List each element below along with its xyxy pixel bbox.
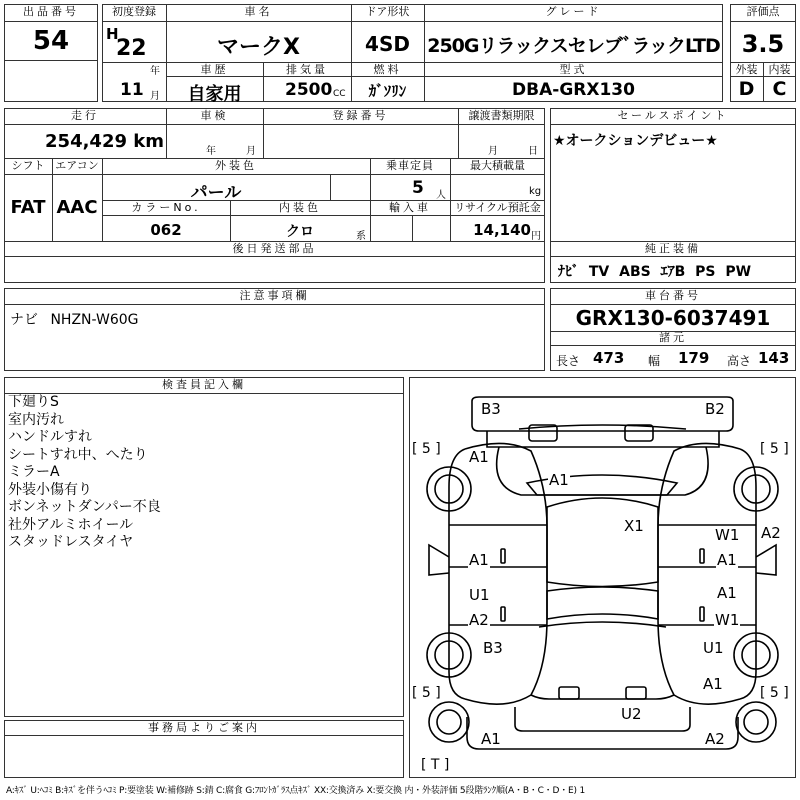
- mileage-label: 走行: [71, 109, 99, 122]
- windshield: [547, 587, 658, 619]
- recycle-fee: 14,140: [473, 221, 531, 239]
- year-unit: 年: [150, 66, 160, 77]
- tire-tread-front-right: [ 5 ]: [760, 685, 789, 701]
- height: 143: [758, 349, 790, 367]
- transfer-label: 譲渡書類期限: [468, 109, 535, 122]
- load-unit: kg: [529, 186, 542, 197]
- right-mirror: [756, 545, 776, 575]
- inspector-label: 検査員記入欄: [162, 378, 246, 391]
- tire-tread-rear-left: [ 5 ]: [412, 441, 441, 457]
- cc-unit: CC: [333, 89, 346, 99]
- month-unit: 月: [150, 91, 160, 102]
- interior-color-label: 内装色: [279, 201, 321, 214]
- length-label: 長さ: [556, 354, 581, 368]
- fuel: ｶﾞｿﾘﾝ: [368, 82, 407, 100]
- mileage: 254,429 km: [45, 131, 164, 152]
- inspector-line: ハンドルすれ: [8, 429, 92, 445]
- color-no: 062: [150, 221, 182, 239]
- load-label: 最大積載量: [470, 159, 525, 172]
- inspector-line: ミラーA: [8, 464, 60, 480]
- damage-mark: B3: [483, 639, 503, 657]
- car-name: マークX: [217, 35, 300, 60]
- hood: [531, 695, 674, 699]
- sales-point-label: セールスポイント: [617, 109, 729, 122]
- int-grade: C: [772, 78, 787, 100]
- damage-mark: B2: [705, 400, 725, 418]
- shift-label: シフト: [11, 159, 45, 172]
- left-mirror: [429, 545, 449, 575]
- insp-month: 月: [246, 146, 256, 157]
- exterior-color: パール: [190, 183, 242, 203]
- ext-label: 外装: [735, 63, 758, 76]
- equipment-label: 純正装備: [645, 242, 701, 255]
- damage-mark: A1: [481, 730, 501, 748]
- chassis-number: GRX130-6037491: [575, 306, 771, 330]
- reg-era: H: [106, 25, 119, 43]
- damage-mark: U2: [621, 705, 642, 723]
- import-label: 輸入車: [389, 201, 431, 214]
- history-label: 車歴: [200, 63, 229, 76]
- office-label: 事務局よりご案内: [148, 721, 260, 734]
- fuel-label: 燃料: [373, 63, 402, 76]
- lot-label: 出品番号: [23, 5, 79, 18]
- roof: [547, 498, 658, 587]
- reg-no-label: 登録番号: [332, 109, 389, 122]
- parts-label: 後日発送部品: [232, 242, 317, 255]
- damage-mark: A1: [703, 675, 723, 693]
- history: 自家用: [187, 84, 242, 105]
- inspector-line: 社外アルミホイール: [8, 516, 134, 533]
- recycle-unit: 円: [531, 231, 541, 242]
- damage-mark: A1: [717, 584, 737, 602]
- car-name-label: 車名: [244, 5, 273, 18]
- ac-type: AAC: [56, 197, 98, 218]
- width-label: 幅: [648, 354, 661, 368]
- inspector-line: スタッドレスタイヤ: [8, 534, 134, 550]
- ac-label: エアコン: [55, 159, 99, 172]
- damage-mark: A2: [469, 611, 489, 629]
- rear-bumper: [472, 397, 733, 431]
- specs-label: 諸元: [659, 331, 687, 344]
- notes-label: 注意事項欄: [239, 289, 310, 302]
- interior-suffix: 系: [356, 231, 366, 242]
- equipment: ﾅﾋﾞ TV ABS ｴｱB PS PW: [558, 264, 752, 280]
- inspection-label: 車検: [200, 109, 229, 122]
- displacement: 2500: [285, 80, 333, 100]
- damage-mark: A1: [549, 471, 569, 489]
- damage-mark: W1: [715, 611, 740, 629]
- transfer-month: 月: [488, 146, 498, 157]
- height-label: 高さ: [727, 354, 752, 368]
- first-reg-label: 初度登録: [112, 5, 156, 18]
- spare-tire-label: [ T ]: [421, 757, 450, 773]
- interior-color: クロ: [286, 224, 314, 240]
- capacity: 5: [412, 178, 424, 198]
- tire-tread-front-left: [ 5 ]: [412, 685, 441, 701]
- color-label: 外装色: [215, 159, 257, 172]
- front-bumper: [467, 717, 738, 749]
- inspector-line: ボンネットダンパー不良: [8, 499, 161, 515]
- damage-mark: B3: [481, 400, 501, 418]
- inspector-line: 室内汚れ: [8, 411, 64, 428]
- damage-mark: A1: [469, 448, 489, 466]
- damage-mark: U1: [703, 639, 724, 657]
- int-label: 内装: [768, 63, 791, 76]
- spare-tire: [429, 702, 469, 742]
- damage-mark: A1: [469, 551, 489, 569]
- notes-text: ナビ NHZN-W60G: [10, 312, 139, 328]
- capacity-label: 乗車定員: [386, 159, 434, 172]
- tire-tread-rear-right: [ 5 ]: [760, 441, 789, 457]
- ext-grade: D: [738, 78, 755, 100]
- width: 179: [678, 349, 710, 367]
- damage-mark: W1: [715, 526, 740, 544]
- color-no-label: カラーNo.: [131, 201, 201, 214]
- sales-point-text: ★オークションデビュー★: [553, 133, 718, 149]
- car-diagram: [409, 377, 796, 778]
- lot-number: 54: [32, 26, 70, 56]
- capacity-unit: 人: [436, 190, 446, 201]
- insp-year: 年: [206, 146, 216, 157]
- damage-mark: A1: [717, 551, 737, 569]
- score-label: 評価点: [746, 5, 780, 18]
- model-label: 型式: [559, 63, 588, 76]
- inspector-line: シートすれ中、へたり: [8, 446, 148, 463]
- grade-label: グレード: [545, 5, 602, 18]
- reg-year: 22: [116, 36, 147, 61]
- recycle-label: リサイクル預託金: [454, 201, 541, 214]
- damage-mark: A2: [705, 730, 725, 748]
- door-type: 4SD: [365, 32, 410, 56]
- damage-mark: U1: [469, 586, 490, 604]
- shift-type: FAT: [10, 197, 46, 218]
- inspector-notes: [8, 394, 161, 552]
- displacement-label: 排気量: [286, 63, 328, 76]
- trunk: [497, 447, 708, 495]
- transfer-day: 日: [528, 146, 538, 157]
- damage-mark: X1: [624, 517, 644, 535]
- length: 473: [593, 349, 625, 367]
- score: 3.5: [741, 30, 785, 58]
- chassis-label: 車台番号: [645, 289, 701, 302]
- door-label: ドア形状: [365, 5, 410, 18]
- damage-mark: A2: [761, 524, 781, 542]
- inspector-line: 外装小傷有り: [8, 481, 92, 498]
- model-code: DBA-GRX130: [512, 80, 635, 100]
- legend: A:ｷｽﾞ U:ﾍｺﾐ B:ｷｽﾞを伴うﾍｺﾐ P:要塗装 W:補修跡 S:錆 C:腐食 G:ﾌﾛﾝﾄｶﾞﾗｽ点ｷｽﾞ XX:交換済み X:要交換 内・外装評価 5段階ﾗﾝｸ順(A・B・C・D・E) 1: [6, 786, 585, 796]
- inspector-line: 下廻りS: [8, 394, 59, 410]
- reg-month: 11: [120, 80, 144, 100]
- grade: 250GリラックスセレブﾞラックLTD: [427, 35, 720, 57]
